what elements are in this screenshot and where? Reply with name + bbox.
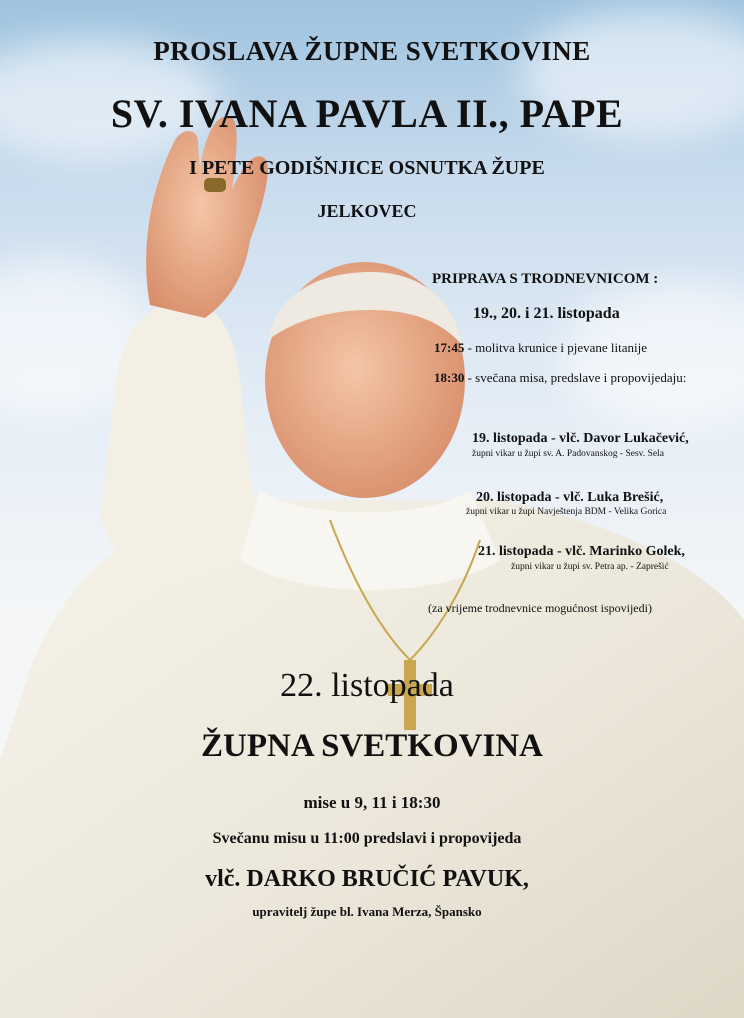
priest-line: 19. listopada - vlč. Davor Lukačević, [472, 431, 689, 446]
feast-title: ŽUPNA SVETKOVINA [201, 728, 543, 764]
title-line-2: SV. IVANA PAVLA II., PAPE [110, 91, 624, 136]
schedule-item [434, 370, 686, 386]
schedule-time: 17:45 [434, 340, 465, 355]
solemn-mass-text: Svečanu misu u 11:00 predslavi i propovijeda [212, 830, 522, 847]
preparation-heading: PRIPRAVA S TRODNEVNICOM : [432, 271, 659, 287]
priest-line: 21. listopada - vlč. Marinko Golek, [478, 544, 685, 559]
feast-date: 22. listopada [280, 667, 454, 704]
celebrant-role: upravitelj župe bl. Ivana Merza, Špansko [252, 904, 482, 919]
schedule-time: 18:30 [434, 370, 465, 385]
schedule-text: - svečana misa, predslave i propovijedaju: [464, 370, 687, 385]
priest-line: 20. listopada - vlč. Luka Brešić, [476, 490, 664, 505]
priest-role: župni vikar u župi sv. A. Padovanskog - Sesv. Sela [472, 449, 664, 459]
title-line-4: JELKOVEC [317, 201, 417, 221]
celebrant-name: vlč. DARKO BRUČIĆ PAVUK, [205, 866, 529, 892]
priest-role: župni vikar u župi sv. Petra ap. - Zaprešić [511, 562, 669, 572]
schedule-item [434, 340, 647, 356]
title-line-3: I PETE GODIŠNJICE OSNUTKA ŽUPE [189, 157, 545, 179]
mass-times: mise u 9, 11 i 18:30 [303, 793, 441, 812]
confession-note: (za vrijeme trodnevnice mogućnost ispovijedi) [428, 601, 652, 615]
preparation-dates: 19., 20. i 21. listopada [473, 305, 620, 322]
priest-role: župni vikar u župi Navještenja BDM - Velika Gorica [466, 507, 667, 517]
title-line-1: PROSLAVA ŽUPNE SVETKOVINE [153, 36, 591, 66]
schedule-text: - molitva krunice i pjevane litanije [464, 340, 648, 355]
